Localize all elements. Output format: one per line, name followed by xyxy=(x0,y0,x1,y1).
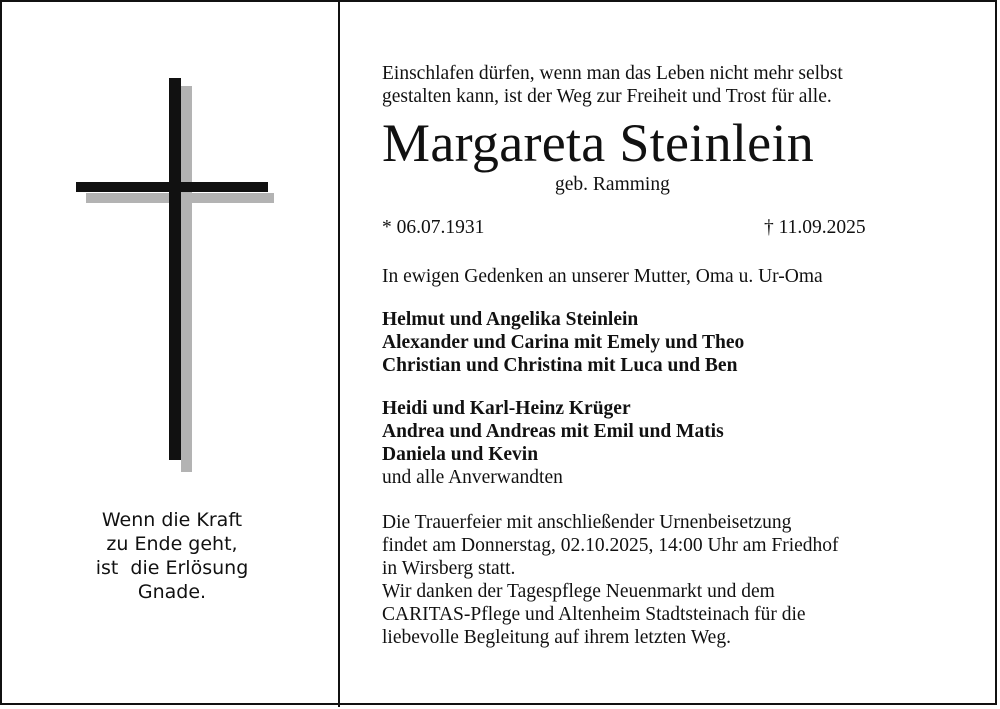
ceremony-info xyxy=(382,511,962,649)
verse-line: zu Ende geht, xyxy=(106,533,238,555)
ceremony-line: in Wirsberg statt. xyxy=(382,558,516,579)
thanks-line: liebevolle Begleitung auf ihrem letzten Weg. xyxy=(382,627,731,648)
birth-name: geb. Ramming xyxy=(555,174,670,195)
memorial-line: In ewigen Gedenken an unserer Mutter, Oma u. Ur-Oma xyxy=(382,266,823,287)
ceremony-line: Die Trauerfeier mit anschließender Urnenbeisetzung xyxy=(382,512,792,533)
family-member-line: Alexander und Carina mit Emely und Theo xyxy=(382,332,745,353)
family-member-line: Daniela und Kevin xyxy=(382,444,539,465)
verse-line: Gnade. xyxy=(137,581,207,603)
family-member-line: Christian und Christina mit Luca und Ben xyxy=(382,355,738,376)
family-group-2 xyxy=(382,397,962,489)
deceased-name: Margareta Steinlein xyxy=(382,113,815,173)
relatives-line: und alle Anverwandten xyxy=(382,467,563,488)
obituary-text xyxy=(382,62,962,649)
intro-line: Einschlafen dürfen, wenn man das Leben nicht mehr selbst xyxy=(382,63,843,84)
death-date: † 11.09.2025 xyxy=(764,217,866,238)
family-member-line: Heidi und Karl-Heinz Krüger xyxy=(382,398,631,419)
thanks-line: CARITAS-Pflege und Altenheim Stadtsteinach für die xyxy=(382,604,806,625)
cross-horizontal-beam xyxy=(76,182,268,192)
life-dates xyxy=(382,216,962,239)
verse-line: ist die Erlösung xyxy=(95,557,249,579)
cross-icon xyxy=(76,78,276,473)
cross-shadow-vertical xyxy=(181,86,192,472)
verse-quote xyxy=(42,508,302,604)
family-group-1 xyxy=(382,308,962,377)
verse-line: Wenn die Kraft xyxy=(101,509,243,531)
intro-line: gestalten kann, ist der Weg zur Freiheit und Trost für alle. xyxy=(382,86,832,107)
family-member-line: Andrea und Andreas mit Emil und Matis xyxy=(382,421,724,442)
family-member-line: Helmut und Angelika Steinlein xyxy=(382,309,639,330)
vertical-divider xyxy=(338,2,340,707)
birth-date: * 06.07.1931 xyxy=(382,217,485,238)
thanks-line: Wir danken der Tagespflege Neuenmarkt und dem xyxy=(382,581,775,602)
ceremony-line: findet am Donnerstag, 02.10.2025, 14:00 Uhr am Friedhof xyxy=(382,535,839,556)
cross-vertical-beam xyxy=(169,78,181,460)
